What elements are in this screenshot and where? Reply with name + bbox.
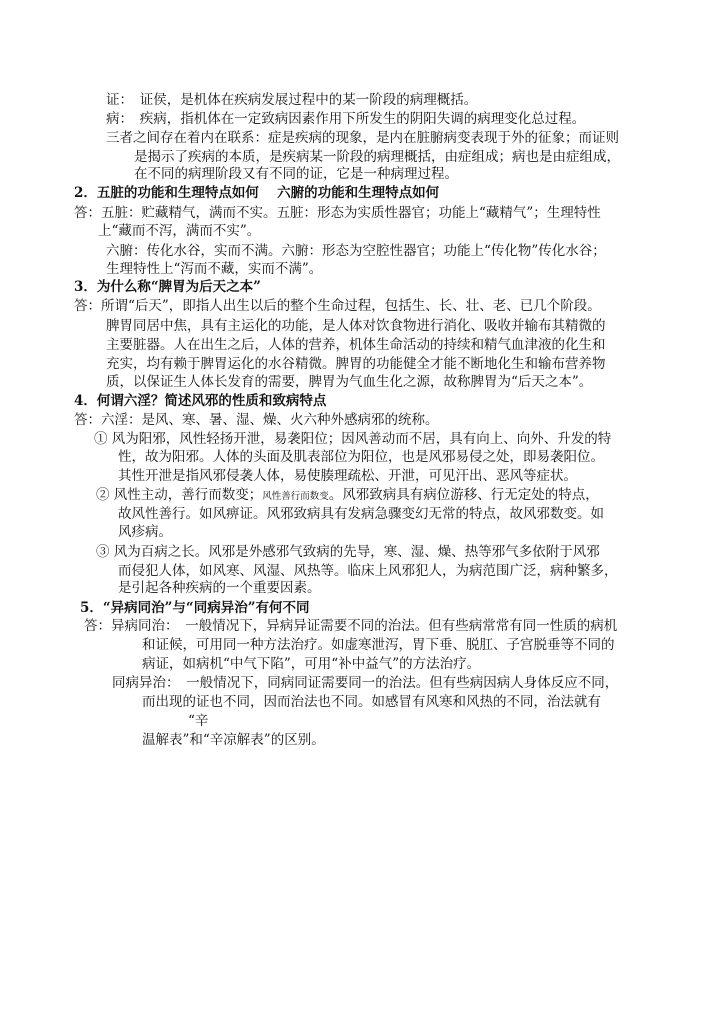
text-line: 是引起各种疾病的一个重要因素。	[118, 580, 321, 596]
text-line: 而出现的证也不同，因而治法也不同。如感冒有风寒和风热的不同，治法就有	[142, 694, 601, 710]
text-line: 是揭示了疾病的本质，是疾病某一阶段的病理概括，由症组成；病也是由症组成，	[134, 149, 620, 165]
text-line: 生理特性上“泻而不藏，实而不满”。	[106, 261, 323, 277]
text-line: 证： 证侯，是机体在疾病发展过程中的某一阶段的病理概括。	[106, 92, 478, 108]
text-line: 风疹病。	[118, 524, 172, 540]
text-line: 三者之间存在着内在联系：症是疾病的现象，是内在脏腑病变表现于外的征象；而证则	[106, 130, 619, 146]
text-line: 同病异治： 一般情况下，同病同证需要同一的治法。但有些病因病人身体反应不同，	[112, 675, 619, 691]
list-item-3: ③ 风为百病之长。风邪是外感邪气致病的先导，寒、湿、燥、热等邪气多依附于风邪	[96, 544, 600, 560]
text-line: 其性开泄是指风邪侵袭人体，易使腠理疏松、开泄，可见汗出、恶风等症状。	[118, 468, 577, 484]
text-line: 质，以保证生人体长发育的需要，脾胃为气血生化之源，故称脾胃为“后天之本”。	[106, 374, 593, 390]
text-line: 病： 疾病，指机体在一定致病因素作用下所发生的阴阳失调的病理变化总过程。	[106, 111, 586, 127]
question-heading: 4．何谓六淫？简述风邪的性质和致病特点	[74, 393, 327, 409]
text-line: 和证候，可用同一种方法治疗。如虚寒泄泻，胃下垂、脱肛、子宫脱垂等不同的	[142, 637, 615, 653]
text-line: 病证，如病机“中气下陷”，可用“补中益气”的方法治疗。	[142, 656, 481, 672]
text-line: 充实，均有赖于脾胃运化的水谷精微。脾胃的功能健全才能不断地化生和输布营养物	[106, 356, 606, 372]
list-item-2	[96, 487, 599, 505]
text-line: 答：五脏：贮藏精气，满而不实。五脏：形态为实质性器官；功能上“藏精气”；生理特性	[74, 205, 601, 221]
text-line: 在不同的病理阶段又有不同的证，它是一种病理过程。	[134, 166, 458, 182]
text-segment: ② 风性主动，善行而数变；	[96, 487, 263, 503]
list-item-1: ① 风为阳邪，风性轻扬开泄，易袭阳位；因风善动而不居，具有向上、向外、升发的特	[94, 431, 612, 447]
text-line: 故风性善行。如风痹证。风邪致病具有发病急骤变幻无常的特点，故风邪数变。如	[118, 506, 604, 522]
text-line: 六腑：传化水谷，实而不满。六腑：形态为空腔性器官；功能上“传化物”传化水谷；	[106, 243, 606, 259]
text-line: “辛	[188, 713, 209, 729]
text-line: 答：六淫：是风、寒、暑、湿、燥、火六种外感病邪的统称。	[74, 412, 439, 428]
question-heading: 2．五脏的功能和生理特点如何 六腑的功能和生理特点如何	[74, 185, 440, 201]
question-heading: 3．为什么称“脾胃为后天之本”	[74, 279, 261, 295]
text-line: 答：异病同治： 一般情况下，异病异证需要不同的治法。但有些病常常有同一性质的病机	[84, 618, 618, 634]
text-line: 脾胃同居中焦，具有主运化的功能，是人体对饮食物进行消化、吸收并输布其精微的	[106, 318, 606, 334]
text-line: 性，故为阳邪。人体的头面及肌表部位为阳位，也是风邪易侵之处，即易袭阳位。	[118, 449, 604, 465]
text-line: 上“藏而不泻，满而不实”。	[98, 223, 261, 239]
small-text-segment: 风性善行而数变	[262, 491, 329, 502]
question-heading: 5．“异病同治”与“同病异治”有何不同	[80, 600, 310, 616]
text-segment: 。风邪致病具有病位游移、行无定处的特点，	[328, 487, 599, 503]
text-line: 主要脏器。人在出生之后，人体的营养，机体生命活动的持续和精气血津液的化生和	[106, 337, 606, 353]
text-line: 答：所谓“后天”，即指人出生以后的整个生命过程，包括生、长、壮、老、已几个阶段。	[74, 298, 601, 314]
text-line: 温解表”和“辛凉解表”的区别。	[142, 732, 325, 748]
text-line: 而侵犯人体，如风寒、风湿、风热等。临床上风邪犯人，为病范围广泛，病种繁多，	[118, 563, 618, 579]
